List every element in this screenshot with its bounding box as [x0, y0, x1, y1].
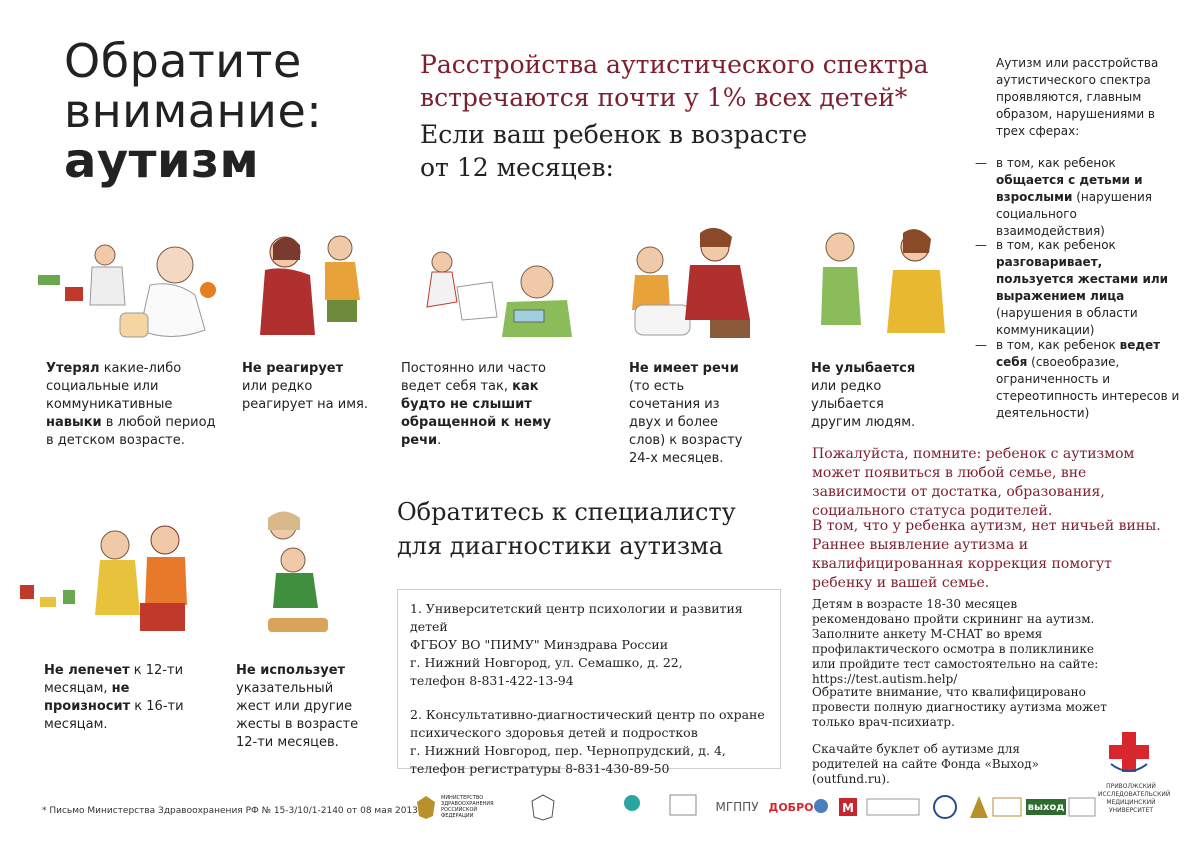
round-emblem-icon	[932, 794, 958, 820]
sidebar-bullet-behavior: — в том, как ребенок ведет себя (своеобразие, ограниченность и стереотипность интересов и деятельности)	[975, 338, 1180, 420]
symptom-no-gestures: Не использует указательный жест или другие жесты в возрасте 12-ти месяцев.	[236, 663, 359, 750]
baby-toys-illustration	[30, 235, 220, 345]
age-statement: Если ваш ребенок в возрасте от 12 месяцев:	[420, 120, 808, 182]
phone-center-1: телефон 8-831-422-13-94	[410, 673, 574, 688]
reminder-no-fault: В том, что у ребенка аутизм, нет ничьей вины. Раннее выявление аутизма и квалифицированная коррекция помогут ребенку и вашей семье.	[812, 518, 1161, 591]
page-title	[64, 34, 323, 189]
title-line-2: внимание:	[64, 84, 323, 138]
neuropsych-center-icon	[866, 796, 920, 818]
symptom-lost-skills: Утерял какие-либо социальные или коммуникативные навыки в любой период в детском возрасте.	[46, 361, 216, 448]
reminder-any-family: Пожалуйста, помните: ребенок с аутизмом может появиться в любой семье, вне зависимости от достатка, образования, социального статуса родителей.	[812, 446, 1135, 519]
symptom-seems-deaf: Постоянно или часто ведет себя так, как будто не слышит обращенной к нему речи.	[401, 361, 552, 448]
sidebar-intro: Аутизм или расстройства аутистического спектра проявляются, главным образом, нарушениями в трех сферах:	[996, 56, 1159, 138]
ministry-logo: МИНИСТЕРСТВО ЗДРАВООХРАНЕНИЯ РОССИЙСКОЙ ФЕДЕРАЦИИ	[413, 790, 513, 824]
child-ignoring-illustration	[402, 242, 572, 342]
region-emblem-icon	[530, 793, 556, 821]
symptom-no-response-name: Не реагирует или редко реагирует на имя.	[242, 361, 368, 412]
fund-text-icon	[1068, 796, 1096, 818]
science-center-icon	[992, 796, 1022, 818]
sidebar-bullet-communication: — в том, как ребенок разговаривает, пользуется жестами или выражением лица (нарушения в области коммуникации)	[975, 238, 1169, 337]
contact-box	[397, 589, 781, 776]
sidebar-bullet-social: — в том, как ребенок общается с детьми и взрослыми (нарушения социального взаимодействия)	[975, 156, 1153, 238]
phone-center-2: телефон регистратуры 8-831-430-89-50	[410, 761, 670, 776]
symptom-no-speech: Не имеет речи (то есть сочетания из двух и более слов) к возрасту 24-х месяцев.	[629, 361, 743, 466]
contact-center-1: 1. Университетский центр психологии и развития детей ФГБОУ ВО "ПИМУ" Минздрава России г. Нижний Новгород, ул. Семашко, д. 22, телефон 8-831-422-13-94	[410, 600, 768, 690]
parent-child-play-illustration	[15, 515, 200, 645]
child-no-speech-illustration	[620, 225, 755, 345]
symptom-no-smile: Не улыбается или редко улыбается другим людям.	[811, 361, 916, 430]
title-line-3: аутизм	[64, 133, 260, 189]
contact-heading: Обратитесь к специалисту для диагностики аутизма	[397, 498, 736, 560]
booklet-note: Скачайте буклет об аутизме для родителей на сайте Фонда «Выход» (outfund.ru).	[812, 742, 1039, 786]
pimu-cross-icon	[1105, 728, 1153, 778]
vykhod-logo: выход	[1026, 799, 1066, 815]
mother-child-gesture-illustration	[238, 508, 338, 643]
ramn-icon	[968, 794, 990, 820]
footnote: * Письмо Министерства Здравоохранения РФ № 15-3/10/1-2140 от 08 мая 2013	[42, 806, 418, 816]
contact-center-2: 2. Консультативно-диагностический центр по охране психического здоровья детей и подростков г. Нижний Новгород, пер. Чернопрудский, д. 4, телефон регистратуры 8-831-430-89-50	[410, 706, 768, 778]
mental-health-center-icon	[668, 793, 698, 817]
mgppu-logo: МГППУ	[715, 800, 759, 814]
pimu-logo-text: ПРИВОЛЖСКИЙ ИССЛЕДОВАТЕЛЬСКИЙ МЕДИЦИНСКИЙ УНИВЕРСИТЕТ	[1098, 783, 1171, 814]
symptom-no-babbling: Не лепечет к 12-ти месяцам, не произносит к 16-ти месяцам.	[44, 663, 184, 732]
health-department-icon	[617, 793, 647, 817]
mother-child-illustration	[255, 230, 380, 345]
coat-of-arms-icon	[415, 794, 437, 820]
prevalence-statement: Расстройства аутистического спектра встречаются почти у 1% всех детей*	[420, 50, 929, 112]
diagnosis-note: Обратите внимание, что квалифицировано провести полную диагностику аутизма может только врач-психиатр.	[812, 685, 1107, 729]
moscow-metro-icon	[838, 797, 858, 817]
svg-text:M: M	[842, 801, 854, 815]
title-line-1: Обратите	[64, 34, 302, 88]
dobro-logo: ДОБРО	[768, 800, 814, 814]
child-no-smile-illustration	[815, 225, 950, 337]
screening-info: Детям в возрасте 18-30 месяцев рекомендовано пройти скрининг на аутизм. Заполните анкету M-CHAT во время профилактического осмотра в поликлинике или пройдите тест самостоятельно на сайте: https://test.autism.help/	[812, 597, 1099, 686]
foundation-icon	[813, 797, 829, 815]
